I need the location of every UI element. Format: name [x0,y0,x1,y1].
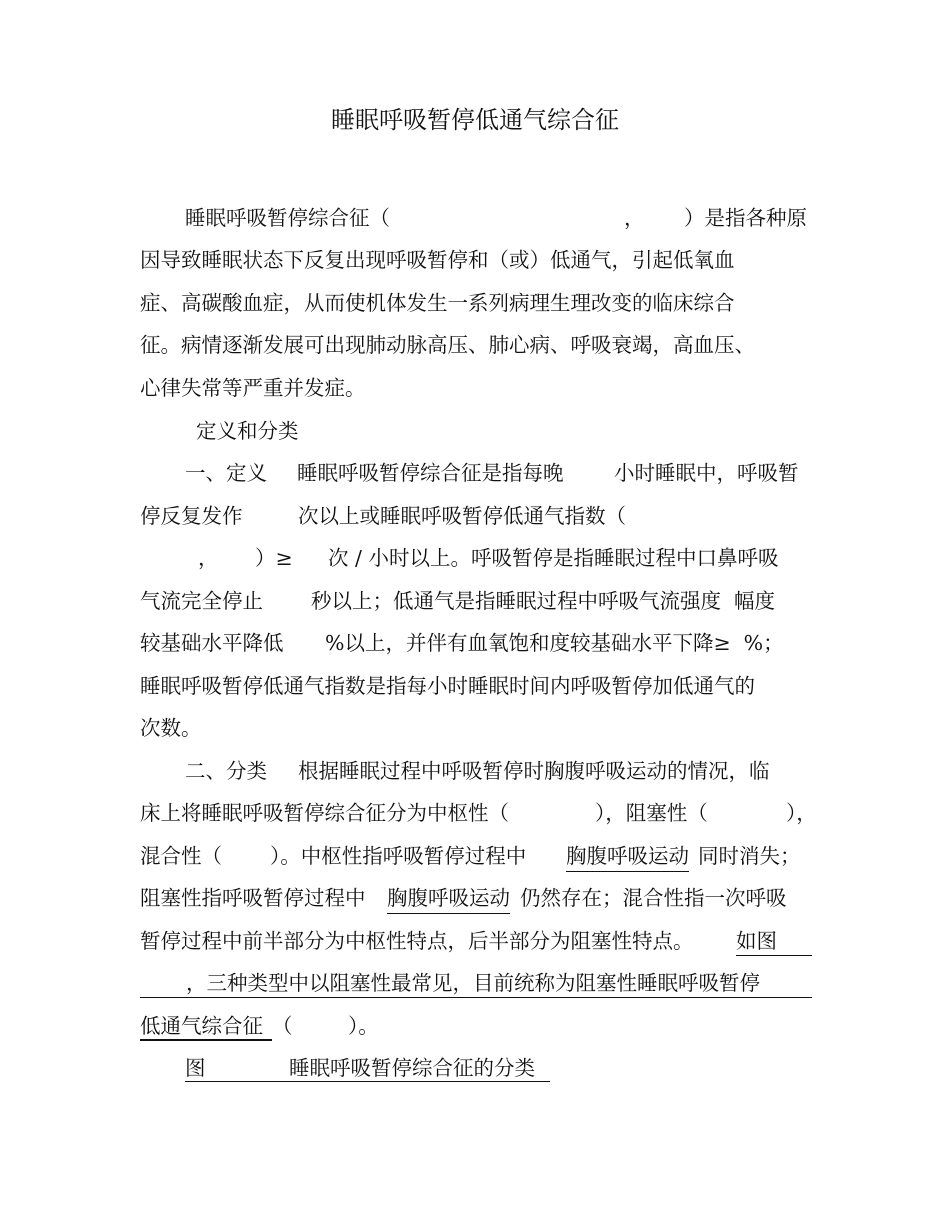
document-title: 睡眠呼吸暂停低通气综合征 [331,106,619,134]
figure-caption-label: 图 [185,1056,206,1080]
def-line1-b: 睡眠呼吸暂停综合征是指每晚 [297,461,564,485]
underline-figref [736,955,812,956]
p1-line1-a: 睡眠呼吸暂停综合征（ [185,206,390,230]
p1-line3: 症、高碳酸血症，从而使机体发生一系列病理生理改变的临床综合 [140,291,735,315]
cls-line4-a: 阻塞性指呼吸暂停过程中 [140,886,366,910]
cls-line2-a: 床上将睡眠呼吸暂停综合征分为中枢性（ [140,801,509,825]
def-label: 一、定义 [185,461,267,485]
def-line3-b: ）≥ [255,546,293,570]
cls-line2-c: ）， [786,801,817,825]
cls-line5-a: 暂停过程中前半部分为中枢性特点，后半部分为阻塞性特点。 [140,929,694,953]
def-line5-a: 较基础水平降低 [140,631,284,655]
cls-line5-figref: 如图 [736,929,777,953]
cls-line4-underlined: 胸腹呼吸运动 [387,885,510,914]
figure-caption-underline [185,1081,550,1082]
section-heading: 定义和分类 [196,419,299,443]
p1-line4: 征。病情逐渐发展可出现肺动脉高压、肺心病、呼吸衰竭，高血压、 [140,333,755,357]
underline-line7 [140,1039,272,1041]
figure-caption-text: 睡眠呼吸暂停综合征的分类 [289,1056,535,1080]
cls-line3-underlined: 胸腹呼吸运动 [566,843,689,872]
def-line5-b: %以上，并伴有血氧饱和度较基础水平下降≥ %； [325,631,784,655]
def-line3-a: ， [198,546,219,570]
p1-line1-c: ）是指各种原 [684,206,807,230]
underline-line6 [140,997,812,998]
def-line4-b: 秒以上；低通气是指睡眠过程中呼吸气流强度 幅度 [311,589,776,613]
p1-line1-b: ， [624,206,645,230]
cls-line2-b: ），阻塞性（ [595,801,708,825]
def-line2-a: 停反复发作 [140,504,243,528]
cls-line3-a: 混合性（ [140,844,222,868]
cls-line3-d: 同时消失； [698,844,801,868]
cls-line7-b: （ [272,1014,293,1038]
p1-line2: 因导致睡眠状态下反复出现呼吸暂停和（或）低通气，引起低氧血 [140,248,735,272]
def-line7: 次数。 [140,716,202,740]
cls-line4-c: 仍然存在；混合性指一次呼吸 [520,886,787,910]
def-line2-b: 次以上或睡眠呼吸暂停低通气指数（ [298,504,626,528]
cls-line1-b: 根据睡眠过程中呼吸暂停时胸腹呼吸运动的情况，临 [298,759,770,783]
def-line6: 睡眠呼吸暂停低通气指数是指每小时睡眠时间内呼吸暂停加低通气的 [140,674,755,698]
def-line1-c: 小时睡眠中，呼吸暂 [614,461,799,485]
cls-label: 二、分类 [185,759,267,783]
def-line4-a: 气流完全停止 [140,589,263,613]
cls-line3-b: ）。中枢性指呼吸暂停过程中 [270,844,527,868]
p1-line5: 心律失常等严重并发症。 [140,376,366,400]
cls-line7-a: 低通气综合征 [140,1014,263,1038]
cls-line6: ，三种类型中以阻塞性最常见，目前统称为阻塞性睡眠呼吸暂停 [186,971,760,995]
cls-line7-c: ）。 [348,1014,379,1038]
def-line3-c: 次 / 小时以上。呼吸暂停是指睡眠过程中口鼻呼吸 [328,546,779,570]
